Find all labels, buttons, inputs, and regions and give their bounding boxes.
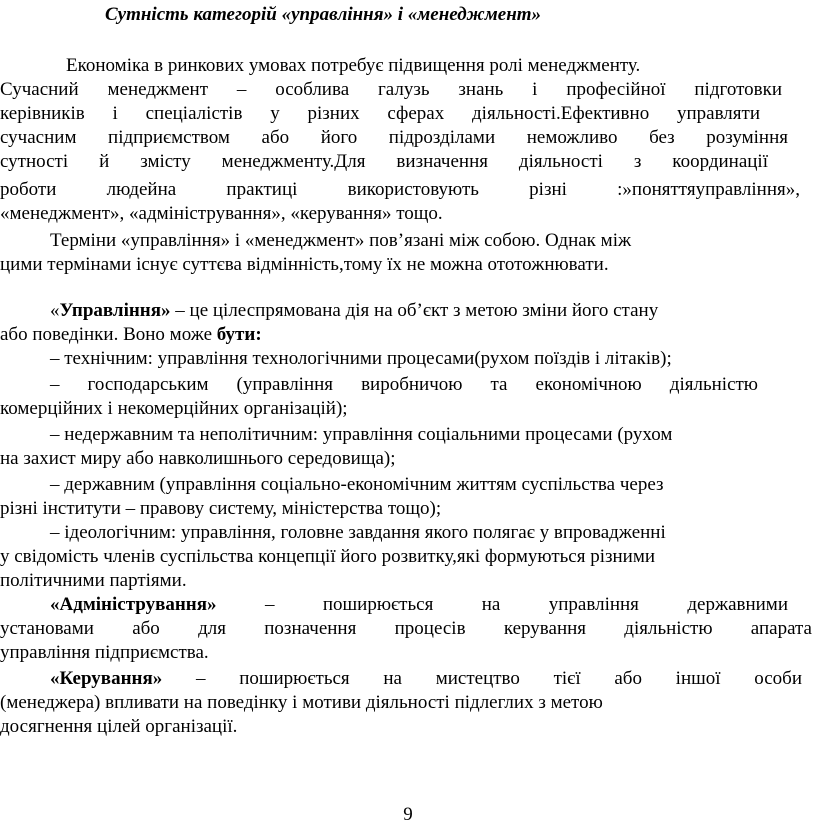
paragraph-line: роботи людейна практиці використовують різні :»поняттяуправління», [0, 179, 800, 200]
definition-line [50, 668, 802, 690]
list-item: – ідеологічним: управління, головне завдання якого полягає у впровадженні [50, 522, 666, 543]
list-item: у свідомість членів суспільства концепції його розвитку,які формуються різними [0, 546, 656, 567]
list-item: політичними партіями. [0, 570, 187, 591]
term-keruvannia: «Керування» [50, 668, 163, 689]
definition-line: установами або для позначення процесів керування діяльністю апарата [0, 618, 812, 639]
definition-line: (менеджера) впливати на поведінку і мотиви діяльності підлеглих з метою [0, 692, 603, 713]
paragraph-line: «менеджмент», «адміністрування», «керування» тощо. [0, 203, 443, 224]
term-upravlinnia: Управління» [59, 300, 171, 321]
list-item: – державним (управління соціально-економічним життям суспільства через [50, 474, 664, 495]
definition-line [0, 324, 262, 346]
paragraph-line: сутності й змісту менеджменту.Для визначення діяльності з координації [0, 151, 768, 172]
definition-text: – це цілеспрямована дія на об’єкт з метою зміни його стану [170, 300, 659, 321]
term-buty: бути: [216, 324, 262, 345]
definition-line: досягнення цілей організації. [0, 716, 238, 737]
list-item: – господарським (управління виробничою та економічною діяльністю [50, 374, 758, 395]
list-item: – технічним: управління технологічними процесами(рухом поїздів і літаків); [50, 348, 672, 369]
quote-mark: « [50, 300, 60, 321]
paragraph-line: Терміни «управління» і «менеджмент» пов’язані між собою. Однак між [50, 230, 632, 251]
paragraph-line: цими термінами існує суттєва відмінність,тому їх не можна ототожнювати. [0, 254, 609, 275]
definition-line: управління підприємства. [0, 642, 209, 663]
definition-text: – поширюється на мистецтво тієї або іншої особи [162, 668, 802, 689]
paragraph-line: сучасним підприємством або його підрозділами неможливо без розуміння [0, 127, 788, 148]
page-number: 9 [403, 804, 413, 825]
paragraph-line: Сучасний менеджмент – особлива галузь знань і професійної підготовки [0, 79, 782, 100]
definition-text: або поведінки. Воно може [0, 324, 217, 345]
definition-line [50, 300, 658, 322]
page-title: Сутність категорій «управління» і «менеджмент» [105, 4, 542, 25]
paragraph-line: Економіка в ринкових умовах потребує підвищення ролі менеджменту. [66, 55, 641, 76]
list-item: комерційних і некомерційних організацій); [0, 398, 348, 419]
list-item: на захист миру або навколишнього середовища); [0, 448, 396, 469]
paragraph-line: керівників і спеціалістів у різних сферах діяльності.Ефективно управляти [0, 103, 760, 124]
list-item: – недержавним та неполітичним: управління соціальними процесами (рухом [50, 424, 673, 445]
term-administruvannia: «Адміністрування» [50, 594, 217, 615]
definition-line [50, 594, 788, 616]
definition-text: – поширюється на управління державними [216, 594, 788, 615]
list-item: різні інститути – правову систему, міністерства тощо); [0, 498, 442, 519]
